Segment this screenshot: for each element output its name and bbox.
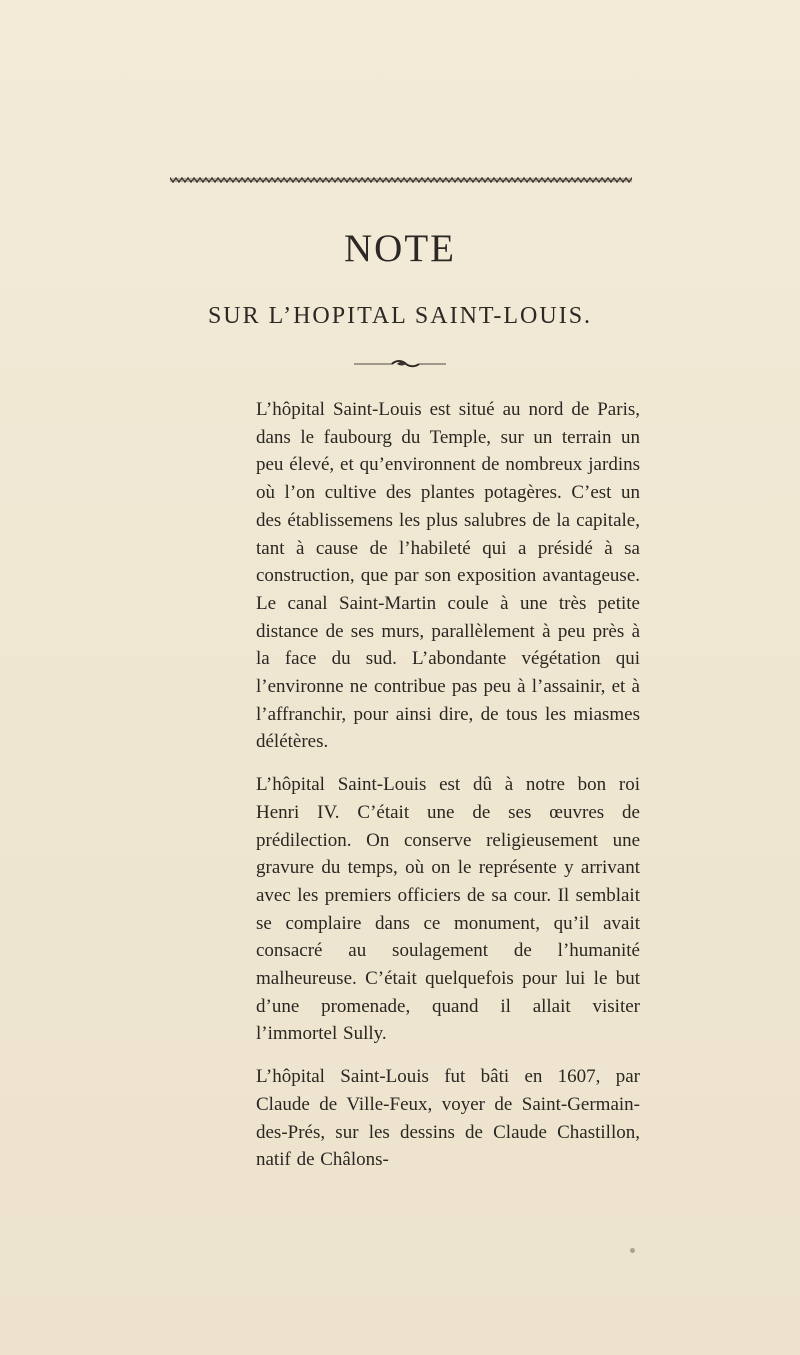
ornament-divider-icon (353, 357, 447, 369)
paragraph-1: L’hôpital Saint-Louis est situé au nord de Paris, dans le faubourg du Temple, sur un terrain un peu élevé, et qu’environnent de nombreux jardins où l’on cultive des plantes potagères. C’est un des établissemens les plus salubres de la capitale, tant à cause de l’habileté qui a présidé à sa construction, que par son exposition avantageuse. Le canal Saint-Martin coule à une très petite distance de ses murs, parallèlement à peu près à la face du sud. L’abondante végétation qui l’environne ne contribue pas peu à l’assainir, et à l’affranchir, pour ainsi dire, de tous les miasmes délétères. (256, 399, 640, 753)
body-text (256, 396, 640, 1174)
page-subtitle: SUR L’HOPITAL SAINT-LOUIS. (207, 303, 593, 329)
paragraph-2: L’hôpital Saint-Louis est dû à notre bon roi Henri IV. C’était une de ses œuvres de prédilection. On conserve religieusement une gravure du temps, où on le représente y arrivant avec les premiers officiers de sa cour. Il semblait se complaire dans ce monument, qu’il avait consacré au soulagement de l’humanité malheureuse. C’était quelquefois pour lui le but d’une promenade, quand il allait visiter l’immortel Sully. (256, 774, 640, 1045)
page-title: NOTE (344, 227, 456, 270)
page-spot (630, 1248, 635, 1253)
decorative-rule-icon (170, 170, 632, 190)
paragraph-3: L’hôpital Saint-Louis fut bâti en 1607, par Claude de Ville-Feux, voyer de Saint-Germain-des-Prés, sur les dessins de Claude Chastillon, natif de Châlons- (256, 1066, 640, 1171)
